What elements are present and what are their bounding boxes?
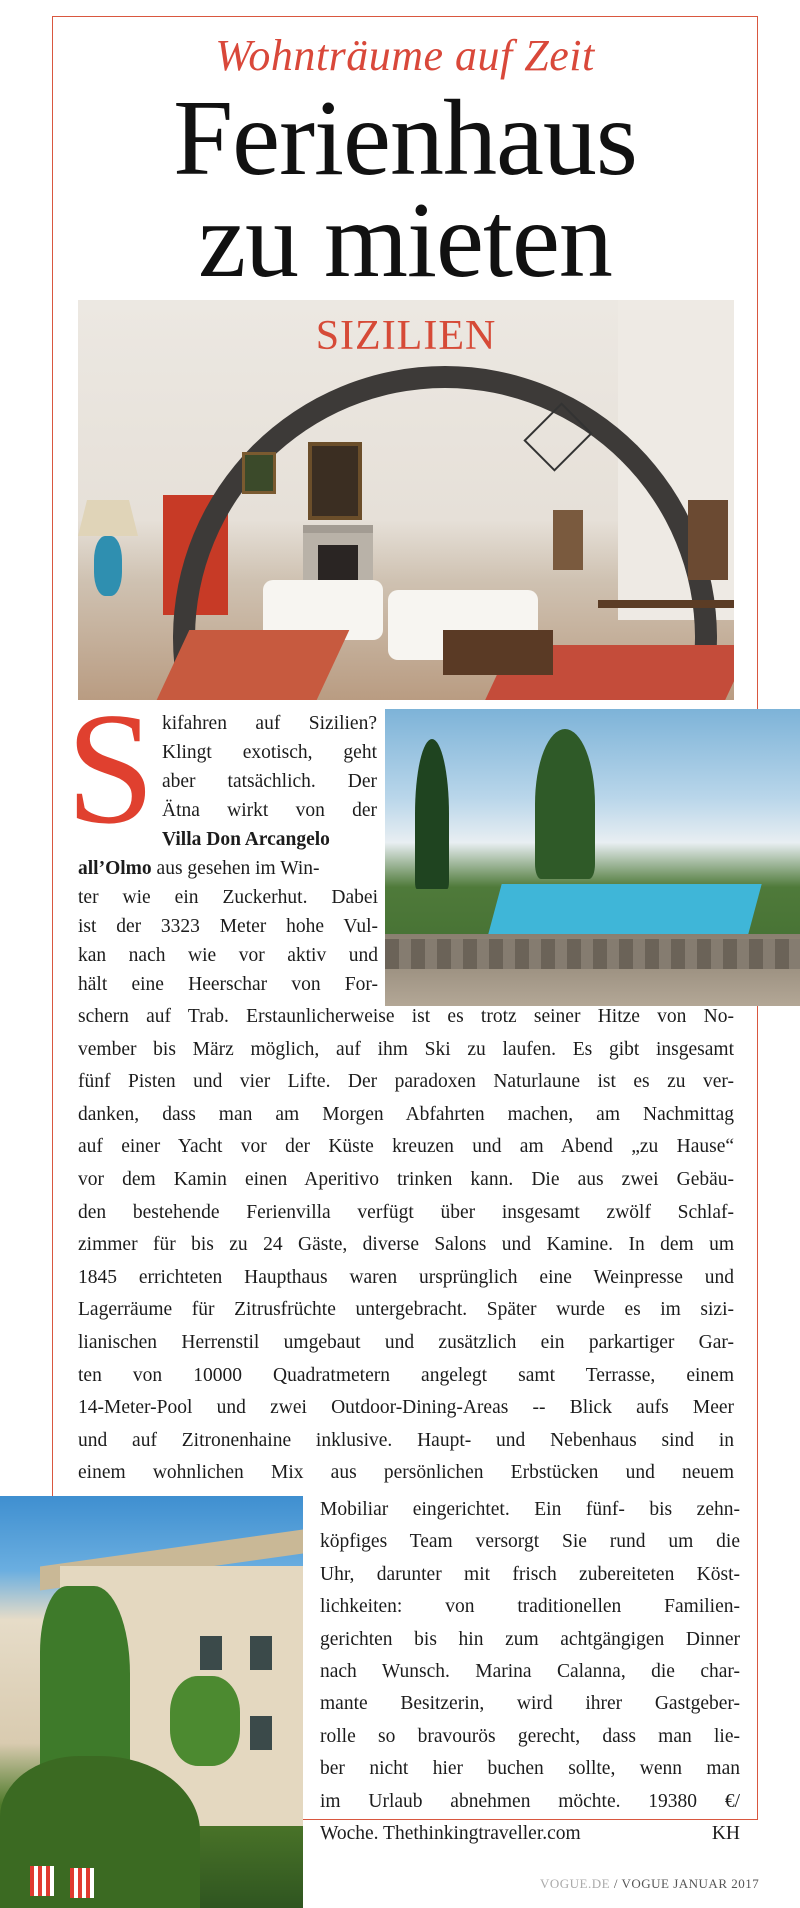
footer-separator: / xyxy=(610,1876,622,1891)
body-line: vor dem Kamin einen Aperitivo trinken kann. Die aus zwei Gebäu- xyxy=(78,1169,734,1190)
footer-issue: VOGUE JANUAR 2017 xyxy=(621,1876,760,1891)
footer-site: VOGUE.DE xyxy=(540,1876,611,1891)
body-line: kan nach wie vor aktiv und xyxy=(78,945,378,966)
page-footer xyxy=(540,1876,790,1892)
body-line: einem wohnlichen Mix aus persönlichen Erbstücken und neuem xyxy=(78,1462,734,1484)
body-line: ist der 3323 Meter hohe Vul- xyxy=(78,916,378,937)
body-line: aber tatsächlich. Der xyxy=(162,771,377,792)
body-line: gerichten bis hin zum achtgängigen Dinner xyxy=(320,1628,740,1650)
body-line: nach Wunsch. Marina Calanna, die char- xyxy=(320,1661,740,1682)
body-line: Lagerräume für Zitrusfrüchte untergebracht. Später wurde es im sizi- xyxy=(78,1299,734,1321)
title-line-1: Ferienhaus xyxy=(173,79,637,198)
body-line: Uhr, darunter mit frisch zubereiteten Köst- xyxy=(320,1563,740,1585)
villa-name-bold-2: all’Olmo xyxy=(78,858,152,879)
section-label: SIZILIEN xyxy=(315,313,497,359)
body-line xyxy=(320,1822,740,1846)
body-line: ter wie ein Zuckerhut. Dabei xyxy=(78,887,378,908)
body-line: Klingt exotisch, geht xyxy=(162,742,377,763)
title-line-2: zu mieten xyxy=(198,181,612,300)
body-line: 14-Meter-Pool und zwei Outdoor-Dining-Areas -- Blick aufs Meer xyxy=(78,1397,734,1419)
body-line: schern auf Trab. Erstaunlicherweise ist es trotz seiner Hitze von No- xyxy=(78,1006,734,1027)
body-line: Mobiliar eingerichtet. Ein fünf- bis zehn- xyxy=(320,1499,740,1520)
body-line: mante Besitzerin, wird ihrer Gastgeber- xyxy=(320,1693,740,1715)
body-line: kifahren auf Sizilien? xyxy=(162,713,377,734)
body-line: vember bis März möglich, auf ihm Ski zu laufen. Es gibt insgesamt xyxy=(78,1038,734,1060)
kicker: Wohnträume auf Zeit xyxy=(215,31,595,80)
body-text: aus gesehen im Win- xyxy=(151,858,320,879)
author-initials: KH xyxy=(711,1823,740,1844)
body-line: auf einer Yacht vor der Küste kreuzen und am Abend „zu Hause“ xyxy=(78,1136,734,1158)
body-line: Ätna wirkt von der xyxy=(162,800,377,821)
body-line: ten von 10000 Quadratmetern angelegt samt Terrasse, einem xyxy=(78,1364,734,1386)
page-title xyxy=(52,79,758,300)
villa-name-bold: Villa Don Arcangelo xyxy=(162,829,330,850)
body-line xyxy=(78,857,378,881)
interior-photo xyxy=(78,300,734,700)
body-line: lichkeiten: von traditionellen Familien- xyxy=(320,1596,740,1618)
body-line: den bestehende Ferienvilla verfügt über insgesamt zwölf Schlaf- xyxy=(78,1201,734,1223)
drop-cap: S xyxy=(66,679,155,857)
body-line: danken, dass man am Morgen Abfahrten machen, am Nachmittag xyxy=(78,1103,734,1125)
body-line: lianischen Herrenstil umgebaut und zusätzlich ein parkartiger Gar- xyxy=(78,1332,734,1353)
body-line: rolle so bravourös gerecht, dass man lie- xyxy=(320,1725,740,1747)
body-line: und auf Zitronenhaine inklusive. Haupt- und Nebenhaus sind in xyxy=(78,1429,734,1451)
body-line: im Urlaub abnehmen möchte. 19380 €/ xyxy=(320,1790,740,1812)
villa-photo xyxy=(0,1496,303,1908)
body-line: hält eine Heerschar von For- xyxy=(78,974,378,995)
body-line: 1845 errichteten Haupthaus waren ursprünglich eine Weinpresse und xyxy=(78,1266,734,1288)
body-line: fünf Pisten und vier Lifte. Der paradoxen Naturlaune ist es zu ver- xyxy=(78,1071,734,1093)
body-line: ber nicht hier buchen sollte, wenn man xyxy=(320,1758,740,1780)
body-line: köpfiges Team versorgt Sie rund um die xyxy=(320,1531,740,1553)
body-line: zimmer für bis zu 24 Gäste, diverse Salons und Kamine. In dem um xyxy=(78,1234,734,1256)
pool-photo xyxy=(385,709,800,1006)
body-text: Woche. Thethinkingtraveller.com xyxy=(320,1823,581,1844)
